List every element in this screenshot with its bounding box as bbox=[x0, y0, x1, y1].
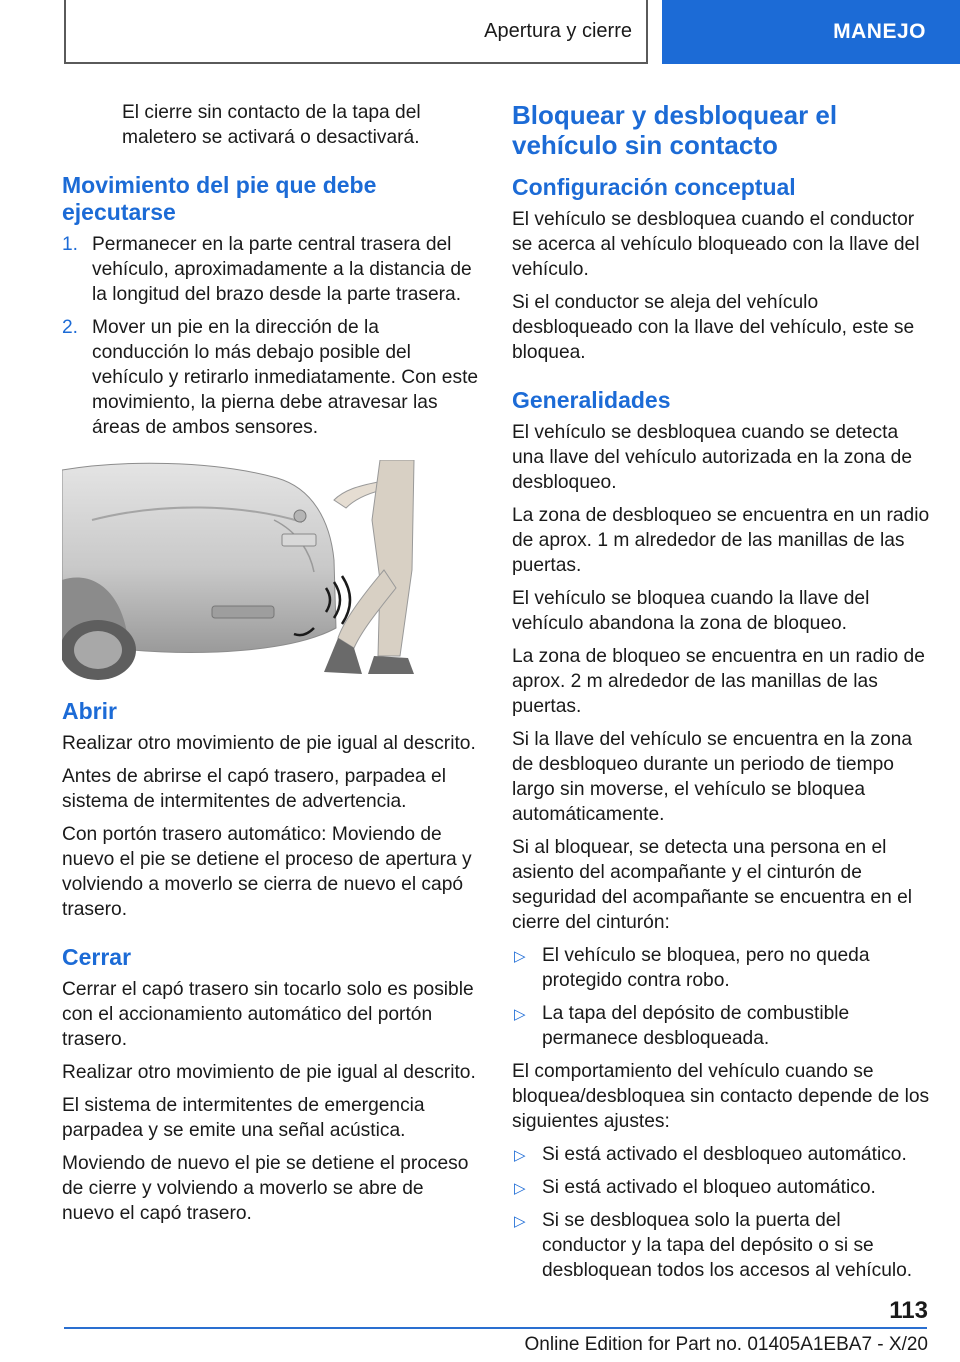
general-paragraph: La zona de bloqueo se encuentra en un radio de aprox. 2 m alrededor de las manillas de las puertas. bbox=[512, 646, 925, 717]
concept-paragraph: El vehículo se desbloquea cuando el conductor se acerca al vehículo bloqueado con la llave del vehículo. bbox=[512, 209, 920, 280]
general-paragraph: Si al bloquear, se detecta una persona en el asiento del acompañante y el cinturón de seguridad del acompañante se encuentra en el cierre del cinturón: bbox=[512, 837, 913, 933]
step-item bbox=[62, 232, 480, 307]
bullet-text: La tapa del depósito de combustible permanece desbloqueada. bbox=[542, 1003, 850, 1049]
section-tab bbox=[64, 0, 648, 64]
close-paragraph: El sistema de intermitentes de emergencia parpadea y se emite una señal acústica. bbox=[62, 1095, 425, 1141]
page-number: 113 bbox=[889, 1297, 928, 1324]
edition-footer: Online Edition for Part no. 01405A1EBA7 - X/20 bbox=[524, 1334, 928, 1355]
bullet-text: El vehículo se bloquea, pero no queda protegido contra robo. bbox=[542, 945, 870, 991]
triangle-bullet-icon: ▷ bbox=[514, 1147, 526, 1164]
triangle-bullet-icon: ▷ bbox=[514, 1213, 526, 1230]
keyless-heading: Bloquear y desbloquear el vehículo sin contacto bbox=[512, 100, 838, 160]
chapter-title: MANEJO bbox=[833, 20, 926, 43]
general-paragraph: El vehículo se desbloquea cuando se detecta una llave del vehículo autorizada en la zona de desbloqueo. bbox=[512, 422, 913, 493]
bullet-item bbox=[512, 943, 930, 993]
close-heading: Cerrar bbox=[62, 944, 132, 970]
open-paragraph: Con portón trasero automático: Moviendo de nuevo el pie se detiene el proceso de apertura y volviendo a moverlo se cierra de nuevo el capó trasero. bbox=[62, 824, 472, 920]
foot-gesture-illustration bbox=[62, 460, 418, 682]
left-column bbox=[62, 100, 480, 1234]
footer-divider bbox=[64, 1327, 927, 1329]
step-text: Permanecer en la parte central trasera del vehículo, aproximadamente a la distancia de la longitud del brazo desde la parte trasera. bbox=[92, 234, 472, 305]
open-heading: Abrir bbox=[62, 698, 117, 724]
bullet-item bbox=[512, 1208, 930, 1283]
bullet-item bbox=[512, 1175, 930, 1200]
bullet-text: Si se desbloquea solo la puerta del conductor y la tapa del depósito o si se desbloquean todos los accesos al vehículo. bbox=[542, 1210, 913, 1281]
general-heading: Generalidades bbox=[512, 387, 671, 413]
bullet-text: Si está activado el desbloqueo automático. bbox=[542, 1144, 907, 1165]
bullet-item bbox=[512, 1142, 930, 1167]
close-paragraph: Cerrar el capó trasero sin tocarlo solo es posible con el accionamiento automático del portón trasero. bbox=[62, 979, 474, 1050]
movement-steps bbox=[62, 232, 480, 440]
bullet-item bbox=[512, 1001, 930, 1051]
settings-bullets bbox=[512, 1142, 930, 1283]
triangle-bullet-icon: ▷ bbox=[514, 1180, 526, 1197]
general-paragraph: Si la llave del vehículo se encuentra en la zona de desbloqueo durante un periodo de tiempo largo sin moverse, el vehículo se bloquea automáticamente. bbox=[512, 729, 912, 825]
step-number: 2. bbox=[62, 317, 79, 338]
concept-paragraph: Si el conductor se aleja del vehículo desbloqueado con la llave del vehículo, este se bloquea. bbox=[512, 292, 915, 363]
triangle-bullet-icon: ▷ bbox=[514, 948, 526, 965]
step-number: 1. bbox=[62, 234, 79, 255]
general-paragraph: La zona de desbloqueo se encuentra en un radio de aprox. 1 m alrededor de las manillas de las puertas. bbox=[512, 505, 930, 576]
general-paragraph: El vehículo se bloquea cuando la llave del vehículo abandona la zona de bloqueo. bbox=[512, 588, 870, 634]
close-paragraph: Moviendo de nuevo el pie se detiene el proceso de cierre y volviendo a moverlo se abre de nuevo el capó trasero. bbox=[62, 1153, 469, 1224]
passenger-bullets bbox=[512, 943, 930, 1051]
intro-paragraph: El cierre sin contacto de la tapa del maletero se activará o desactivará. bbox=[122, 102, 421, 148]
bullet-text: Si está activado el bloqueo automático. bbox=[542, 1177, 876, 1198]
chapter-tab bbox=[662, 0, 960, 64]
right-column bbox=[512, 100, 930, 1291]
open-paragraph: Antes de abrirse el capó trasero, parpadea el sistema de intermitentes de advertencia. bbox=[62, 766, 446, 812]
section-title: Apertura y cierre bbox=[484, 19, 632, 42]
concept-heading: Configuración conceptual bbox=[512, 174, 796, 200]
close-paragraph: Realizar otro movimiento de pie igual al descrito. bbox=[62, 1062, 476, 1083]
movement-heading: Movimiento del pie que debe ejecutarse bbox=[62, 172, 377, 225]
open-paragraph: Realizar otro movimiento de pie igual al descrito. bbox=[62, 733, 476, 754]
step-text: Mover un pie en la dirección de la conducción lo más debajo posible del vehículo y retirarlo inmediatamente. Con este movimiento, la pierna debe atravesar las áreas de ambos sensores. bbox=[92, 317, 479, 438]
step-item bbox=[62, 315, 480, 440]
settings-intro: El comportamiento del vehículo cuando se bloquea/desbloquea sin contacto depende de los siguientes ajustes: bbox=[512, 1061, 930, 1132]
triangle-bullet-icon: ▷ bbox=[514, 1006, 526, 1023]
